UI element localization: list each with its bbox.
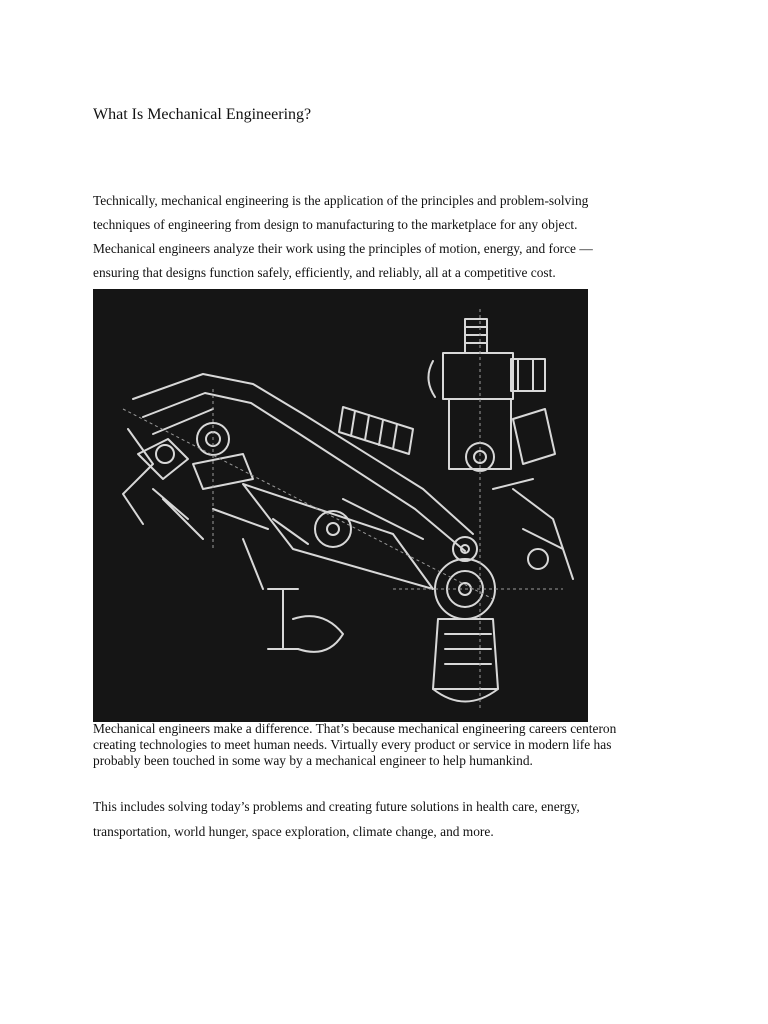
paragraph-line: Mechanical engineers make a difference. That’s because mechanical engineering careers centeron	[93, 721, 617, 736]
paragraph-line: probably been touched in some way by a mechanical engineer to help humankind.	[93, 753, 533, 768]
solutions-paragraph	[93, 794, 653, 844]
paragraph-line: Technically, mechanical engineering is the application of the principles and problem-solving	[93, 193, 589, 208]
paragraph-line: Mechanical engineers analyze their work using the principles of motion, energy, and force —	[93, 241, 593, 256]
paragraph-line: ensuring that designs function safely, efficiently, and reliably, all at a competitive cost.	[93, 265, 556, 280]
paragraph-line: This includes solving today’s problems and creating future solutions in health care, energy,	[93, 799, 580, 814]
intro-paragraph	[93, 189, 653, 285]
paragraph-line: transportation, world hunger, space exploration, climate change, and more.	[93, 824, 494, 839]
document-title: What Is Mechanical Engineering?	[93, 106, 312, 123]
paragraph-line: techniques of engineering from design to manufacturing to the marketplace for any object.	[93, 217, 578, 232]
paragraph-line: creating technologies to meet human needs. Virtually every product or service in modern life has	[93, 737, 612, 752]
mechanical-blueprint-image	[93, 289, 588, 722]
difference-paragraph	[93, 721, 663, 769]
